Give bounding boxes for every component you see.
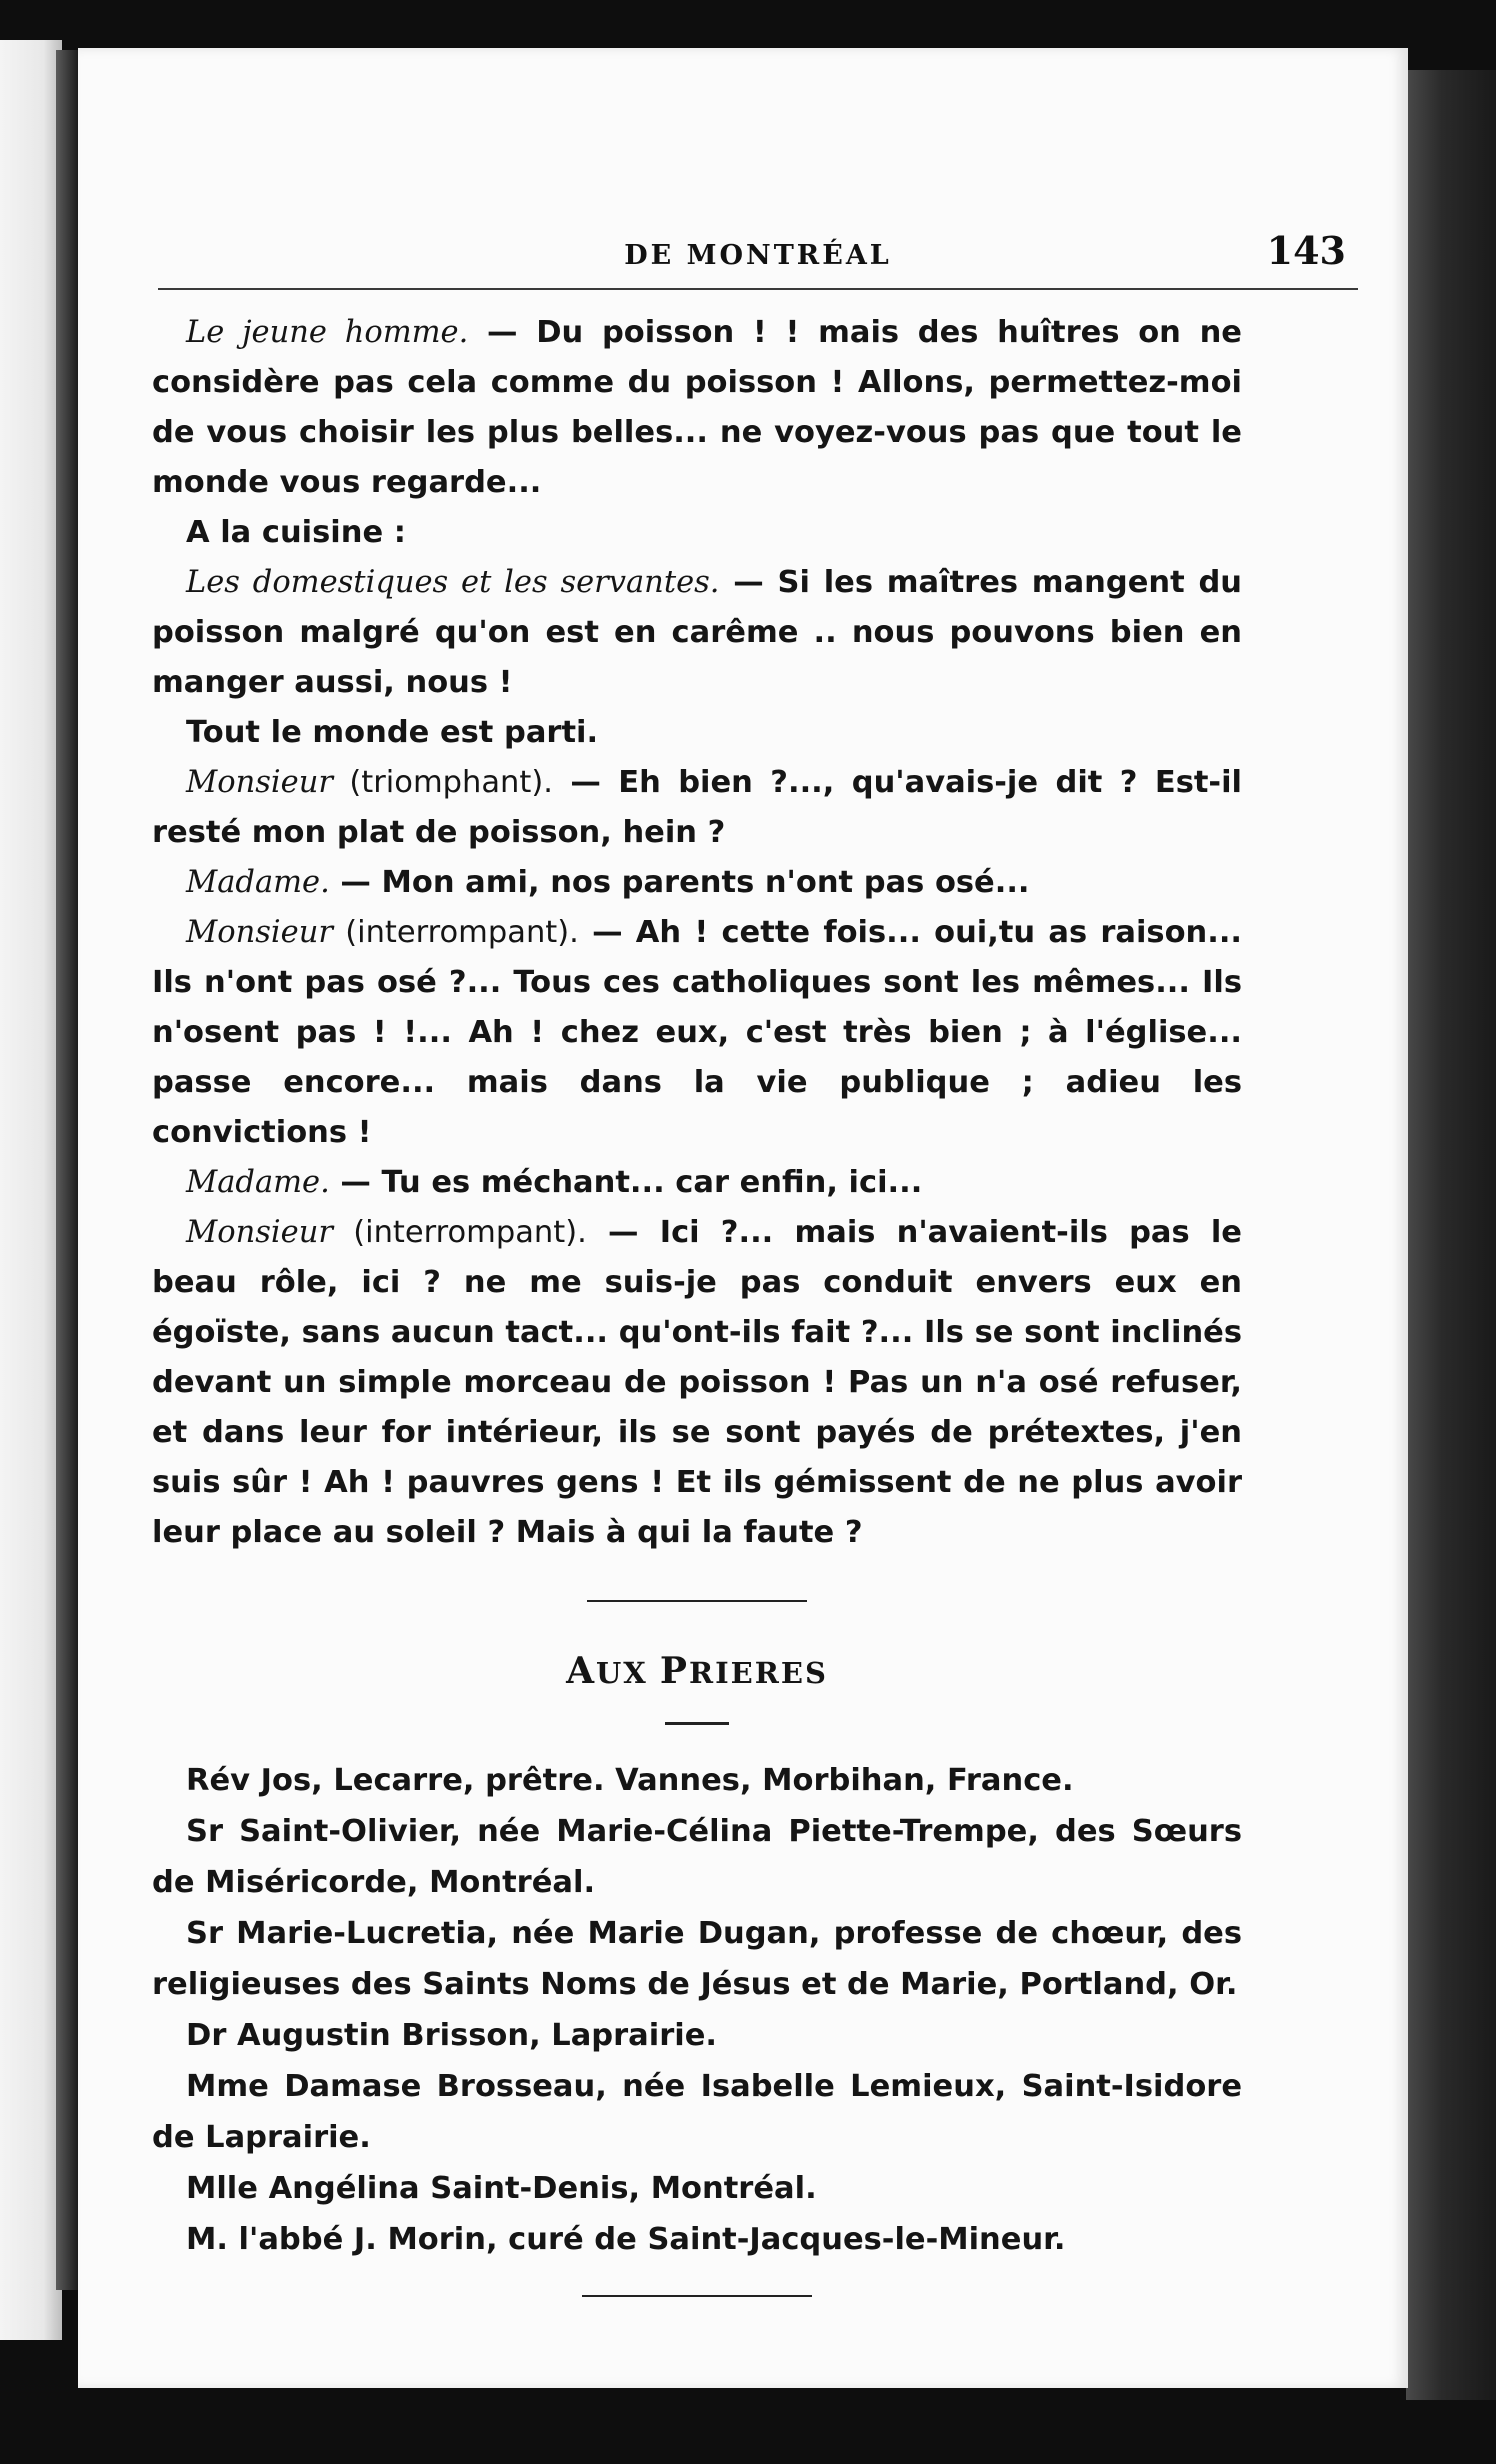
speaker-name: Monsieur — [186, 765, 333, 800]
speaker-name: Madame. — [186, 865, 330, 900]
stage-direction: (triomphant). — [332, 765, 553, 800]
dialogue-paragraph — [152, 558, 1242, 708]
running-title: DE MONTRÉAL — [624, 240, 892, 271]
prayer-entry: Rév Jos, Lecarre, prêtre. Vannes, Morbihan, France. — [186, 1763, 1074, 1798]
dialogue-paragraph — [152, 508, 1242, 558]
speaker-name: Madame. — [186, 1165, 330, 1200]
prayer-entry: Mlle Angélina Saint-Denis, Montréal. — [186, 2171, 817, 2206]
dialogue-text: A la cuisine : — [186, 515, 406, 550]
speaker-name: Monsieur — [186, 915, 333, 950]
book-fore-edge — [1406, 70, 1496, 2400]
title-initial: A — [566, 1650, 597, 1692]
book-page — [78, 48, 1408, 2388]
section-divider — [587, 1600, 807, 1602]
dialogue-text: — Mon ami, nos parents n'ont pas osé... — [329, 865, 1030, 900]
dialogue-text: — Du poisson ! ! mais des huîtres on ne considère pas cela comme du poisson ! Allons, permettez-moi de vous choisir les plus belles... ne voyez-vous pas que tout le monde vous regarde... — [152, 315, 1242, 500]
prayer-entry: Sr Marie-Lucretia, née Marie Dugan, professe de chœur, des religieuses des Saints Noms de Jésus et de Marie, Portland, Or. — [152, 1916, 1242, 2002]
section-title — [152, 1646, 1242, 1698]
title-underline — [665, 1722, 729, 1725]
speaker-name: Le jeune homme. — [186, 315, 469, 350]
page-number: 143 — [1266, 228, 1346, 273]
end-divider — [582, 2295, 812, 2297]
dialogue-paragraph — [152, 858, 1242, 908]
speaker-name: Monsieur — [186, 1215, 333, 1250]
adjacent-page-edge — [0, 40, 62, 2340]
dialogue-text: — Ah ! cette fois... oui,tu as raison... Ils n'ont pas osé ?... Tous ces catholiques sont les mêmes... Ils n'osent pas ! !... Ah ! chez eux, c'est très bien ; à l'église... passe encore... mais dans la vie publique ; adieu les convictions ! — [152, 915, 1242, 1150]
title-initial: P — [659, 1650, 689, 1692]
body-text — [152, 308, 1242, 2297]
dialogue-paragraph — [152, 1208, 1242, 1558]
prayer-entry: Dr Augustin Brisson, Laprairie. — [186, 2018, 717, 2053]
dialogue-text: Tout le monde est parti. — [186, 715, 599, 750]
dialogue-paragraph — [152, 708, 1242, 758]
prayer-entry: M. l'abbé J. Morin, curé de Saint-Jacques-le-Mineur. — [186, 2222, 1066, 2257]
prayer-entry: Sr Saint-Olivier, née Marie-Célina Piette-Trempe, des Sœurs de Miséricorde, Montréal. — [152, 1814, 1242, 1900]
dialogue-text: — Ici ?... mais n'avaient-ils pas le beau rôle, ici ? ne me suis-je pas conduit envers eux en égoïste, sans aucun tact... qu'ont-ils fait ?... Ils se sont inclinés devant un simple morceau de poisson ! Pas un n'a osé refuser, et dans leur for intérieur, ils se sont payés de prétextes, j'en suis sûr ! Ah ! pauvres gens ! Et ils gémissent de ne plus avoir leur place au soleil ? Mais à qui la faute ? — [152, 1215, 1242, 1550]
dialogue-text: — Si les maîtres mangent du poisson malgré qu'on est en carême .. nous pouvons bien en manger aussi, nous ! — [152, 565, 1243, 700]
dialogue-paragraph — [152, 1158, 1242, 1208]
running-head — [158, 228, 1358, 290]
stage-direction: (interrompant). — [332, 1215, 587, 1250]
title-small-caps: UX — [596, 1656, 660, 1690]
dialogue-paragraph — [152, 908, 1242, 1158]
dialogue-text: — Eh bien ?..., qu'avais-je dit ? Est-il resté mon plat de poisson, hein ? — [152, 765, 1242, 850]
prayer-entry: Mme Damase Brosseau, née Isabelle Lemieux, Saint-Isidore de Laprairie. — [152, 2069, 1242, 2155]
speaker-name: Les domestiques et les servantes. — [186, 565, 720, 600]
stage-direction: (interrompant). — [332, 915, 579, 950]
title-small-caps: RIERES — [688, 1656, 828, 1690]
dialogue-text: — Tu es méchant... car enfin, ici... — [329, 1165, 923, 1200]
book-gutter — [56, 50, 78, 2290]
dialogue-paragraph — [152, 308, 1242, 508]
dialogue-paragraph — [152, 758, 1242, 858]
